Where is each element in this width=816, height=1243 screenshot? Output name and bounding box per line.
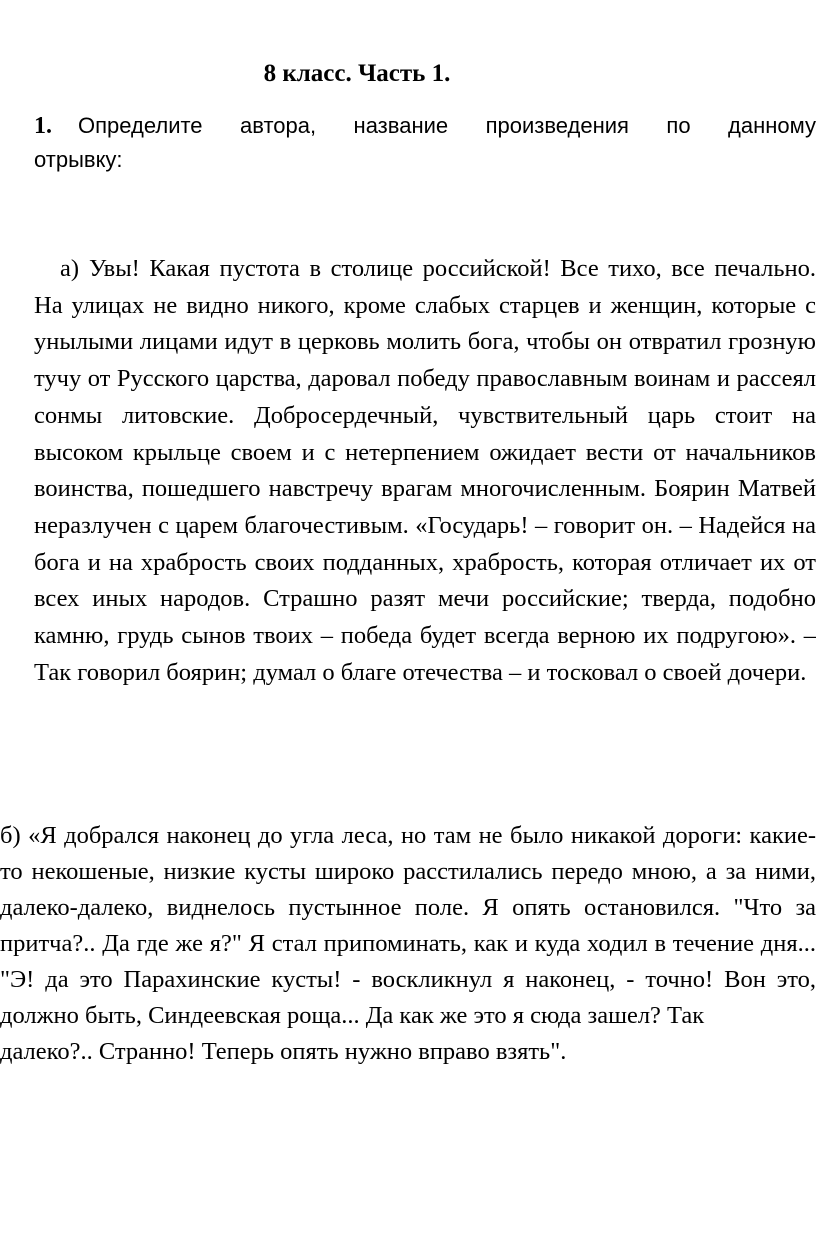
passage-b-text: «Я добрался наконец до угла леса, но там не было никакой дороги: какие-то некошеные, низкие кусты широко расстилались передо мною, а за ними, далеко-далеко, виднелось пустынное поле. Я опять остановился. "Что за притча?.. Да где же я?" Я стал припоминать, как и куда ходил в течение дня... "Э! да это Парахинские кусты! - воскликнул я наконец, - точно! Вон это, должно быть, Синдеевская роща... Да как же это я сюда зашел? Так	[0, 822, 816, 1029]
passage-b	[0, 818, 816, 1070]
task-number: 1.	[34, 113, 52, 139]
passage-a	[34, 251, 816, 691]
task-question-text: Определите автора, название произведения по данному отрывку:	[34, 113, 816, 172]
passage-b-label: б)	[0, 822, 21, 849]
passage-a-text: Увы! Какая пустота в столице российской! Все тихо, все печально. На улицах не видно никого, кроме слабых старцев и женщин, которые с унылыми лицами идут в церковь молить бога, чтобы он отвратил грозную тучу от Русского царства, даровал победу православным воинам и рассеял сонмы литовские. Добросердечный, чувствительный царь стоит на высоком крыльце своем и с нетерпением ожидает вести от начальников воинства, пошедшего навстречу врагам многочисленным. Боярин Матвей неразлучен с царем благочестивым. «Государь! – говорит он. – Надейся на бога и на храбрость своих подданных, храбрость, которая отличает их от всех иных народов. Страшно разят мечи российские; тверда, подобно камню, грудь сынов твоих – победа будет всегда верною их подругою». – Так говорил боярин; думал о благе отечества – и тосковал о своей дочери.	[34, 255, 816, 686]
passage-a-label: а)	[60, 255, 80, 282]
page-title: 8 класс. Часть 1.	[263, 60, 451, 87]
task-question	[34, 109, 816, 177]
passage-b-tail: далеко?.. Странно! Теперь опять нужно вправо взять".	[0, 1038, 567, 1065]
